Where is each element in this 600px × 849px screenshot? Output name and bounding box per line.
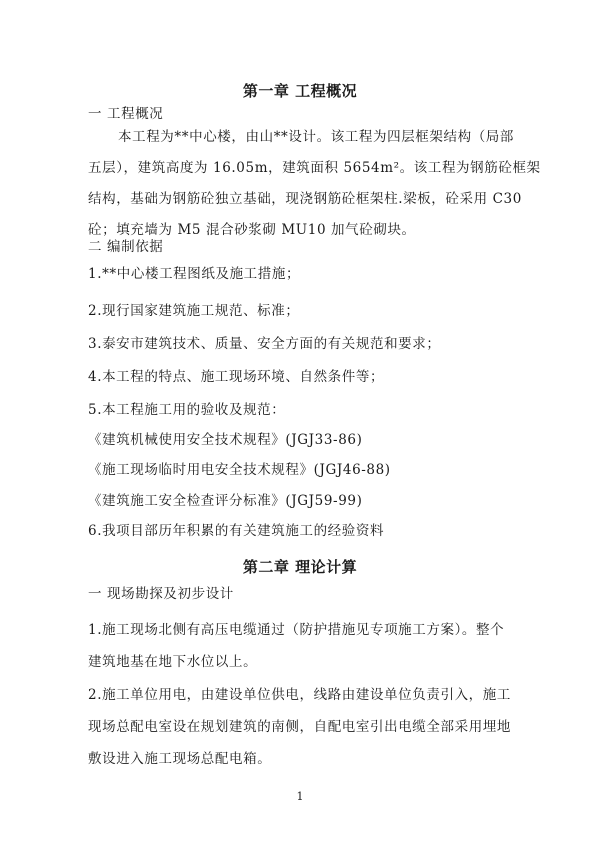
section-heading-overview: 一 工程概况: [88, 106, 164, 122]
section-heading-basis: 二 编制依据: [88, 239, 164, 255]
chapter2-title: 第二章 理论计算: [242, 558, 358, 576]
paragraph-2-line-1: 2.施工单位用电，由建设单位供电，线路由建设单位负责引入，施工: [88, 687, 511, 703]
page-number: 1: [296, 790, 304, 803]
paragraph-1-line-1: 1.施工现场北侧有高压电缆通过（防护措施见专项施工方案）。整个: [88, 622, 505, 638]
overview-line-2: 五层），建筑高度为 16.05m，建筑面积 5654m²。该工程为钢筋砼框架: [88, 160, 541, 176]
standard-item-3: 《建筑施工安全检查评分标准》(JGJ59-99): [88, 493, 363, 509]
standard-item-1: 《建筑机械使用安全技术规程》(JGJ33-86): [88, 432, 363, 448]
paragraph-2-line-3: 敷设进入施工现场总配电箱。: [88, 751, 272, 767]
section-heading-survey: 一 现场勘探及初步设计: [88, 586, 234, 602]
basis-item-6: 6.我项目部历年积累的有关建筑施工的经验资料: [88, 523, 385, 539]
basis-item-3: 3.泰安市建筑技术、质量、安全方面的有关规范和要求；: [88, 336, 441, 352]
basis-item-1: 1.**中心楼工程图纸及施工措施；: [88, 266, 301, 282]
basis-item-5: 5.本工程施工用的验收及规范：: [88, 402, 286, 418]
overview-line-3: 结构，基础为钢筋砼独立基础，现浇钢筋砼框架柱.梁板，砼采用 C30: [88, 191, 522, 207]
basis-item-2: 2.现行国家建筑施工规范、标准；: [88, 303, 300, 319]
chapter1-title: 第一章 工程概况: [242, 82, 358, 100]
basis-item-4: 4.本工程的特点、施工现场环境、自然条件等；: [88, 369, 385, 385]
overview-line-1: 本工程为**中心楼，由山**设计。该工程为四层框架结构（局部: [118, 129, 514, 145]
paragraph-2-line-2: 现场总配电室设在规划建筑的南侧，自配电室引出电缆全部采用埋地: [88, 719, 511, 735]
standard-item-2: 《施工现场临时用电安全技术规程》(JGJ46-88): [88, 462, 391, 478]
overview-line-4: 砼；填充墙为 M5 混合砂浆砌 MU10 加气砼砌块。: [88, 222, 416, 238]
paragraph-1-line-2: 建筑地基在地下水位以上。: [88, 654, 258, 670]
